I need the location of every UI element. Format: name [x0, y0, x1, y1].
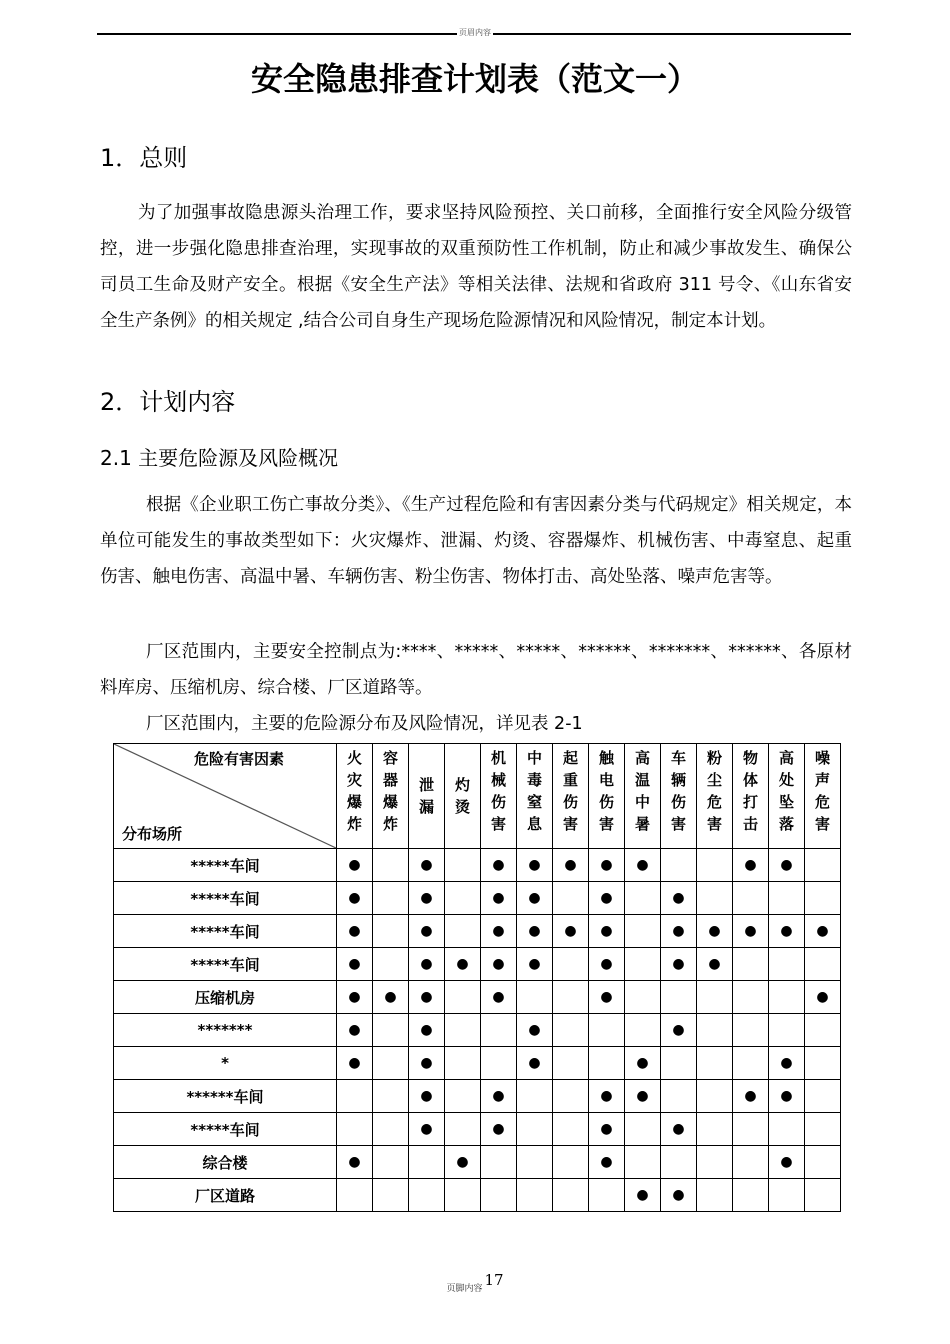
risk-mark-cell — [481, 882, 517, 915]
column-header — [733, 744, 769, 849]
risk-mark-cell — [733, 915, 769, 948]
section-2-1-paragraph-1: 根据《企业职工伤亡事故分类》、《生产过程危险和有害因素分类与代码规定》相关规定，本单位可能发生的事故类型如下：火灾爆炸、泄漏、灼烫、容器爆炸、机械伤害、中毒窒息、起重伤害、触电伤害、高温中暑、车辆伤害、粉尘伤害、物体打击、高处坠落、噪声危害等。 — [100, 495, 852, 587]
risk-mark-cell — [409, 915, 445, 948]
bullet-dot-icon: ● — [564, 857, 577, 873]
risk-mark-cell — [409, 1080, 445, 1113]
empty-cell — [589, 1014, 625, 1047]
empty-cell — [625, 948, 661, 981]
risk-mark-cell — [805, 915, 841, 948]
section-2-1-paragraph-3: 厂区范围内，主要的危险源分布及风险情况，详见表 2-1 — [146, 714, 583, 734]
column-header-label: 物体打击 — [742, 749, 758, 833]
empty-cell — [769, 1014, 805, 1047]
bullet-dot-icon: ● — [492, 956, 505, 972]
bullet-dot-icon: ● — [744, 857, 757, 873]
bullet-dot-icon: ● — [600, 956, 613, 972]
empty-cell — [373, 1146, 409, 1179]
empty-cell — [733, 1014, 769, 1047]
empty-cell — [625, 981, 661, 1014]
bullet-dot-icon: ● — [780, 1154, 793, 1170]
risk-mark-cell — [445, 948, 481, 981]
empty-cell — [337, 1080, 373, 1113]
empty-cell — [373, 1113, 409, 1146]
risk-mark-cell — [589, 981, 625, 1014]
section-2-1-paragraph-2: 厂区范围内，主要安全控制点为:****、*****、*****、******、*******、******、各原材料库房、压缩机房、综合楼、厂区道路等。 — [100, 642, 852, 698]
column-header — [553, 744, 589, 849]
risk-mark-cell — [589, 1080, 625, 1113]
bullet-dot-icon: ● — [348, 1022, 361, 1038]
empty-cell — [733, 882, 769, 915]
bullet-dot-icon: ● — [528, 1022, 541, 1038]
bullet-dot-icon: ● — [492, 1088, 505, 1104]
risk-mark-cell — [661, 1179, 697, 1212]
column-header-label: 粉尘危害 — [706, 749, 722, 833]
document-title: 安全隐患排查计划表（范文一） — [250, 60, 699, 98]
risk-mark-cell — [517, 1047, 553, 1080]
bullet-dot-icon: ● — [528, 923, 541, 939]
empty-cell — [769, 1113, 805, 1146]
column-header-label: 噪声危害 — [814, 749, 830, 833]
bullet-dot-icon: ● — [672, 1187, 685, 1203]
bullet-dot-icon: ● — [816, 923, 829, 939]
bullet-dot-icon: ● — [600, 923, 613, 939]
risk-mark-cell — [661, 1113, 697, 1146]
risk-mark-cell — [589, 948, 625, 981]
bullet-dot-icon: ● — [348, 890, 361, 906]
table-row — [114, 1047, 841, 1080]
empty-cell — [805, 1014, 841, 1047]
bullet-dot-icon: ● — [348, 956, 361, 972]
risk-mark-cell — [481, 981, 517, 1014]
risk-mark-cell — [517, 948, 553, 981]
empty-cell — [805, 1080, 841, 1113]
table-row — [114, 849, 841, 882]
empty-cell — [373, 1014, 409, 1047]
bullet-dot-icon: ● — [672, 956, 685, 972]
row-place-label: *****车间 — [114, 882, 337, 915]
empty-cell — [697, 1146, 733, 1179]
column-header-label: 灼烫 — [454, 776, 470, 816]
empty-cell — [805, 1146, 841, 1179]
empty-cell — [373, 882, 409, 915]
section-1-heading: 1．总则 — [100, 144, 188, 172]
empty-cell — [733, 948, 769, 981]
risk-mark-cell — [337, 1146, 373, 1179]
column-header — [481, 744, 517, 849]
risk-mark-cell — [589, 1113, 625, 1146]
column-header-label: 容器爆炸 — [382, 749, 398, 833]
risk-mark-cell — [661, 882, 697, 915]
bullet-dot-icon: ● — [600, 1154, 613, 1170]
empty-cell — [697, 1179, 733, 1212]
row-place-label: * — [114, 1047, 337, 1080]
bullet-dot-icon: ● — [456, 956, 469, 972]
hazard-distribution-table — [113, 743, 841, 1212]
column-header — [373, 744, 409, 849]
bullet-dot-icon: ● — [528, 857, 541, 873]
empty-cell — [733, 1146, 769, 1179]
empty-cell — [697, 1014, 733, 1047]
page-header-text: 页眉内容 — [459, 28, 491, 37]
empty-cell — [661, 981, 697, 1014]
risk-mark-cell — [517, 915, 553, 948]
empty-cell — [481, 1014, 517, 1047]
bullet-dot-icon: ● — [672, 1121, 685, 1137]
risk-mark-cell — [625, 1179, 661, 1212]
table-row — [114, 915, 841, 948]
empty-cell — [697, 849, 733, 882]
empty-cell — [445, 882, 481, 915]
risk-mark-cell — [409, 882, 445, 915]
bullet-dot-icon: ● — [672, 890, 685, 906]
bullet-dot-icon: ● — [420, 1088, 433, 1104]
empty-cell — [625, 882, 661, 915]
column-header — [805, 744, 841, 849]
risk-mark-cell — [337, 882, 373, 915]
bullet-dot-icon: ● — [600, 1088, 613, 1104]
bullet-dot-icon: ● — [636, 1055, 649, 1071]
empty-cell — [553, 1047, 589, 1080]
empty-cell — [553, 1080, 589, 1113]
section-2-heading: 2．计划内容 — [100, 388, 236, 416]
column-header-label: 中毒窒息 — [526, 749, 542, 833]
table-body — [114, 849, 841, 1212]
empty-cell — [409, 1146, 445, 1179]
risk-mark-cell — [625, 1080, 661, 1113]
row-place-label: 压缩机房 — [114, 981, 337, 1014]
empty-cell — [805, 849, 841, 882]
row-place-label: *****车间 — [114, 948, 337, 981]
bullet-dot-icon: ● — [492, 1121, 505, 1137]
row-place-label: *****车间 — [114, 849, 337, 882]
empty-cell — [373, 849, 409, 882]
empty-cell — [445, 849, 481, 882]
row-place-label: *****车间 — [114, 915, 337, 948]
risk-mark-cell — [769, 1080, 805, 1113]
bullet-dot-icon: ● — [780, 1088, 793, 1104]
bullet-dot-icon: ● — [348, 1055, 361, 1071]
bullet-dot-icon: ● — [456, 1154, 469, 1170]
row-place-label: ******* — [114, 1014, 337, 1047]
risk-mark-cell — [769, 915, 805, 948]
column-header — [517, 744, 553, 849]
empty-cell — [805, 1047, 841, 1080]
section-1-paragraph: 为了加强事故隐患源头治理工作，要求坚持风险预控、关口前移，全面推行安全风险分级管控，进一步强化隐患排查治理，实现事故的双重预防性工作机制，防止和减少事故发生、确保公司员工生命及财产安全。根据《安全生产法》等相关法律、法规和省政府 311 号令、《山东省安全生产条例》的相关规定 ,结合公司自身生产现场危险源情况和风险情况，制定本计划。 — [100, 203, 852, 331]
bullet-dot-icon: ● — [672, 1022, 685, 1038]
bullet-dot-icon: ● — [492, 857, 505, 873]
empty-cell — [517, 981, 553, 1014]
empty-cell — [553, 1014, 589, 1047]
bullet-dot-icon: ● — [348, 989, 361, 1005]
empty-cell — [373, 1080, 409, 1113]
empty-cell — [589, 1179, 625, 1212]
risk-mark-cell — [373, 981, 409, 1014]
empty-cell — [733, 1179, 769, 1212]
bullet-dot-icon: ● — [492, 989, 505, 1005]
bullet-dot-icon: ● — [420, 1121, 433, 1137]
corner-label-factors: 危险有害因素 — [193, 750, 284, 768]
risk-mark-cell — [625, 1047, 661, 1080]
section-2-1-heading: 2.1 主要危险源及风险概况 — [100, 446, 339, 470]
column-header-label: 机械伤害 — [490, 749, 506, 833]
bullet-dot-icon: ● — [708, 956, 721, 972]
bullet-dot-icon: ● — [348, 923, 361, 939]
risk-mark-cell — [769, 1146, 805, 1179]
empty-cell — [517, 1179, 553, 1212]
risk-mark-cell — [517, 1014, 553, 1047]
empty-cell — [733, 1047, 769, 1080]
empty-cell — [661, 1146, 697, 1179]
empty-cell — [733, 1113, 769, 1146]
risk-mark-cell — [697, 948, 733, 981]
bullet-dot-icon: ● — [816, 989, 829, 1005]
risk-mark-cell — [769, 849, 805, 882]
risk-mark-cell — [733, 849, 769, 882]
risk-mark-cell — [337, 1014, 373, 1047]
column-header-label: 起重伤害 — [562, 749, 578, 833]
row-place-label: ******车间 — [114, 1080, 337, 1113]
bullet-dot-icon: ● — [780, 857, 793, 873]
empty-cell — [373, 1047, 409, 1080]
empty-cell — [697, 1080, 733, 1113]
risk-mark-cell — [589, 915, 625, 948]
row-place-label: *****车间 — [114, 1113, 337, 1146]
risk-mark-cell — [517, 849, 553, 882]
empty-cell — [553, 981, 589, 1014]
risk-mark-cell — [517, 882, 553, 915]
bullet-dot-icon: ● — [672, 923, 685, 939]
risk-mark-cell — [625, 849, 661, 882]
bullet-dot-icon: ● — [708, 923, 721, 939]
bullet-dot-icon: ● — [420, 989, 433, 1005]
empty-cell — [553, 948, 589, 981]
empty-cell — [445, 1080, 481, 1113]
bullet-dot-icon: ● — [420, 1022, 433, 1038]
risk-mark-cell — [805, 981, 841, 1014]
table-row — [114, 1113, 841, 1146]
empty-cell — [445, 1179, 481, 1212]
empty-cell — [373, 1179, 409, 1212]
empty-cell — [697, 1113, 733, 1146]
column-header-label: 泄漏 — [418, 776, 434, 816]
bullet-dot-icon: ● — [744, 923, 757, 939]
column-header-label: 车辆伤害 — [670, 749, 686, 833]
risk-mark-cell — [337, 849, 373, 882]
column-header-label: 高处坠落 — [778, 749, 794, 833]
risk-mark-cell — [409, 1014, 445, 1047]
empty-cell — [445, 1047, 481, 1080]
risk-mark-cell — [481, 849, 517, 882]
empty-cell — [517, 1080, 553, 1113]
risk-mark-cell — [481, 948, 517, 981]
page-footer-text: 页脚内容 — [446, 1284, 483, 1294]
table-row — [114, 1014, 841, 1047]
risk-mark-cell — [589, 1146, 625, 1179]
empty-cell — [661, 1080, 697, 1113]
risk-mark-cell — [553, 915, 589, 948]
risk-mark-cell — [553, 849, 589, 882]
bullet-dot-icon: ● — [348, 857, 361, 873]
risk-mark-cell — [337, 948, 373, 981]
bullet-dot-icon: ● — [420, 1055, 433, 1071]
bullet-dot-icon: ● — [600, 857, 613, 873]
bullet-dot-icon: ● — [636, 1187, 649, 1203]
bullet-dot-icon: ● — [528, 1055, 541, 1071]
table-header-row — [114, 744, 841, 849]
risk-mark-cell — [409, 981, 445, 1014]
bullet-dot-icon: ● — [600, 989, 613, 1005]
empty-cell — [805, 882, 841, 915]
empty-cell — [625, 1014, 661, 1047]
empty-cell — [697, 981, 733, 1014]
empty-cell — [769, 981, 805, 1014]
bullet-dot-icon: ● — [528, 956, 541, 972]
bullet-dot-icon: ● — [492, 923, 505, 939]
risk-mark-cell — [697, 915, 733, 948]
risk-mark-cell — [445, 1146, 481, 1179]
risk-mark-cell — [661, 1014, 697, 1047]
empty-cell — [697, 882, 733, 915]
empty-cell — [553, 1179, 589, 1212]
empty-cell — [553, 1146, 589, 1179]
empty-cell — [805, 1179, 841, 1212]
empty-cell — [553, 1113, 589, 1146]
bullet-dot-icon: ● — [636, 857, 649, 873]
empty-cell — [517, 1113, 553, 1146]
table-row — [114, 1146, 841, 1179]
column-header — [445, 744, 481, 849]
risk-mark-cell — [409, 1047, 445, 1080]
empty-cell — [445, 1014, 481, 1047]
empty-cell — [769, 882, 805, 915]
column-header-label: 触电伤害 — [598, 749, 614, 833]
risk-mark-cell — [337, 981, 373, 1014]
empty-cell — [445, 1113, 481, 1146]
bullet-dot-icon: ● — [420, 890, 433, 906]
risk-mark-cell — [481, 1080, 517, 1113]
bullet-dot-icon: ● — [420, 923, 433, 939]
empty-cell — [805, 948, 841, 981]
risk-mark-cell — [337, 915, 373, 948]
bullet-dot-icon: ● — [384, 989, 397, 1005]
risk-mark-cell — [481, 915, 517, 948]
bullet-dot-icon: ● — [636, 1088, 649, 1104]
column-header-label: 火灾爆炸 — [346, 749, 362, 833]
empty-cell — [625, 915, 661, 948]
risk-mark-cell — [661, 948, 697, 981]
risk-mark-cell — [409, 1113, 445, 1146]
risk-mark-cell — [733, 1080, 769, 1113]
column-header — [589, 744, 625, 849]
risk-mark-cell — [769, 1047, 805, 1080]
empty-cell — [769, 948, 805, 981]
table-row — [114, 981, 841, 1014]
risk-mark-cell — [481, 1113, 517, 1146]
empty-cell — [625, 1146, 661, 1179]
bullet-dot-icon: ● — [528, 890, 541, 906]
empty-cell — [733, 981, 769, 1014]
risk-mark-cell — [337, 1047, 373, 1080]
table-row — [114, 948, 841, 981]
column-header — [625, 744, 661, 849]
empty-cell — [661, 849, 697, 882]
bullet-dot-icon: ● — [600, 890, 613, 906]
empty-cell — [481, 1146, 517, 1179]
page-footer — [0, 1271, 950, 1295]
empty-cell — [445, 981, 481, 1014]
empty-cell — [373, 948, 409, 981]
empty-cell — [337, 1113, 373, 1146]
table-corner-cell — [114, 744, 337, 849]
empty-cell — [409, 1179, 445, 1212]
empty-cell — [769, 1179, 805, 1212]
column-header — [409, 744, 445, 849]
risk-mark-cell — [409, 948, 445, 981]
table-row — [114, 1080, 841, 1113]
bullet-dot-icon: ● — [780, 1055, 793, 1071]
risk-mark-cell — [589, 849, 625, 882]
risk-mark-cell — [661, 915, 697, 948]
risk-mark-cell — [589, 882, 625, 915]
empty-cell — [625, 1113, 661, 1146]
row-place-label: 综合楼 — [114, 1146, 337, 1179]
bullet-dot-icon: ● — [564, 923, 577, 939]
bullet-dot-icon: ● — [348, 1154, 361, 1170]
bullet-dot-icon: ● — [600, 1121, 613, 1137]
empty-cell — [337, 1179, 373, 1212]
empty-cell — [481, 1179, 517, 1212]
column-header — [697, 744, 733, 849]
column-header — [769, 744, 805, 849]
bullet-dot-icon: ● — [780, 923, 793, 939]
page-number: 17 — [484, 1271, 504, 1289]
empty-cell — [805, 1113, 841, 1146]
table-row — [114, 1179, 841, 1212]
row-place-label: 厂区道路 — [114, 1179, 337, 1212]
page-header — [0, 27, 950, 38]
table-row — [114, 882, 841, 915]
empty-cell — [445, 915, 481, 948]
empty-cell — [589, 1047, 625, 1080]
column-header — [661, 744, 697, 849]
column-header — [337, 744, 373, 849]
empty-cell — [553, 882, 589, 915]
empty-cell — [661, 1047, 697, 1080]
corner-label-places: 分布场所 — [122, 825, 183, 843]
bullet-dot-icon: ● — [744, 1088, 757, 1104]
risk-mark-cell — [409, 849, 445, 882]
empty-cell — [517, 1146, 553, 1179]
empty-cell — [481, 1047, 517, 1080]
empty-cell — [373, 915, 409, 948]
bullet-dot-icon: ● — [420, 857, 433, 873]
column-header-label: 高温中暑 — [634, 749, 650, 833]
bullet-dot-icon: ● — [420, 956, 433, 972]
empty-cell — [697, 1047, 733, 1080]
bullet-dot-icon: ● — [492, 890, 505, 906]
